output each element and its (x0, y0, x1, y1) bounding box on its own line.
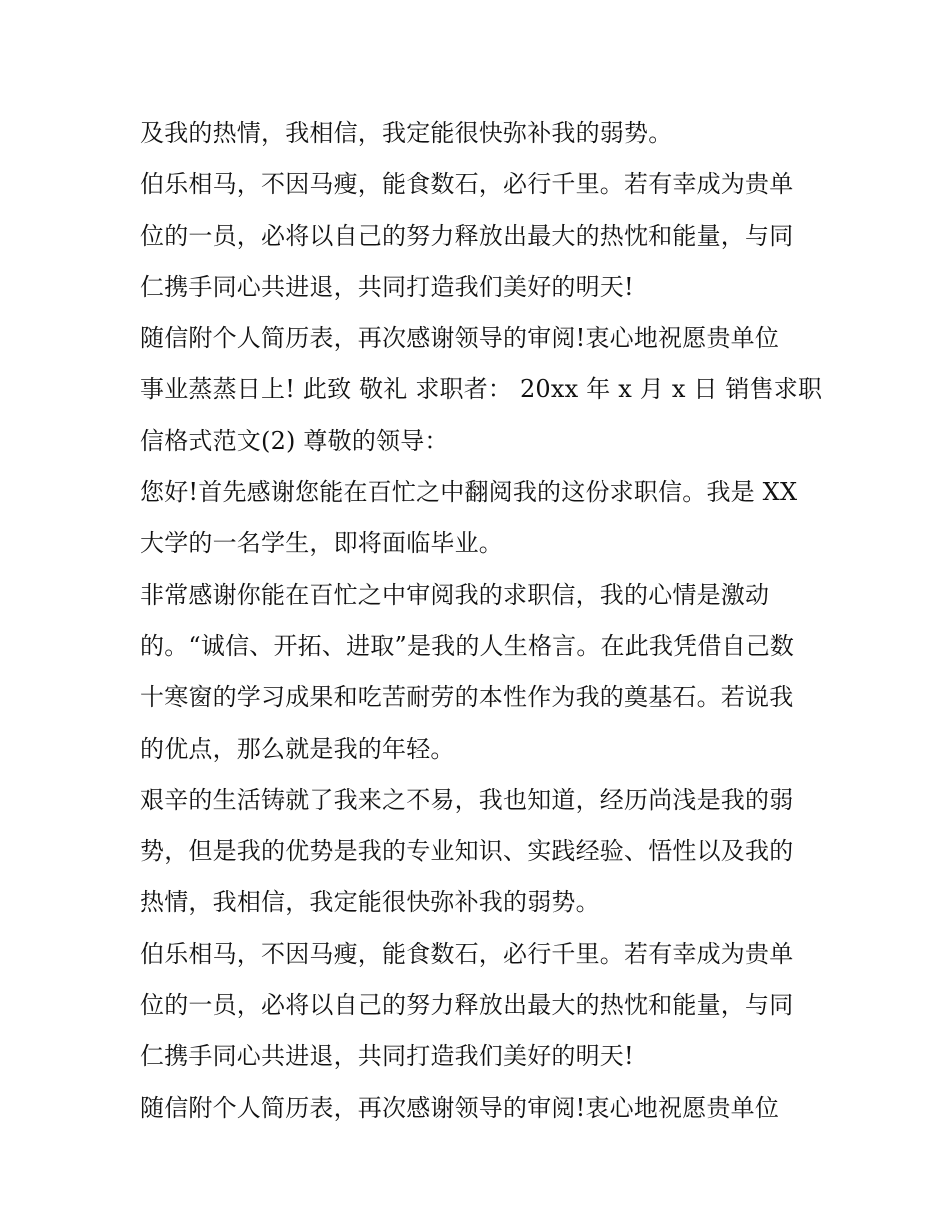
text-line: 艰辛的生活铸就了我来之不易，我也知道，经历尚浅是我的弱 (140, 785, 794, 814)
text-line: 位的一员，必将以自己的努力释放出最大的热忱和能量，与同 (140, 991, 794, 1020)
text-line: 大学的一名学生，即将面临毕业。 (140, 529, 503, 558)
document-body (140, 108, 823, 1134)
text-line: 仁携手同心共进退，共同打造我们美好的明天! (140, 1042, 634, 1071)
text-line: 事业蒸蒸日上! 此致 敬礼 求职者： 20xx 年 x 月 x 日 销售求职 (140, 375, 823, 404)
text-line: 伯乐相马，不因马瘦，能食数石，必行千里。若有幸成为贵单 (140, 170, 794, 199)
text-line: 随信附个人简历表，再次感谢领导的审阅!衷心地祝愿贵单位 (140, 1093, 780, 1122)
text-line: 热情，我相信，我定能很快弥补我的弱势。 (140, 888, 600, 917)
text-line: 随信附个人简历表，再次感谢领导的审阅!衷心地祝愿贵单位 (140, 324, 780, 353)
text-line: 及我的热情，我相信，我定能很快弥补我的弱势。 (140, 119, 673, 147)
text-line: 您好!首先感谢您能在百忙之中翻阅我的这份求职信。我是 XX (140, 478, 798, 507)
text-line: 十寒窗的学习成果和吃苦耐劳的本性作为我的奠基石。若说我 (140, 683, 794, 712)
text-line: 的。“诚信、开拓、进取”是我的人生格言。在此我凭借自己数 (140, 631, 795, 660)
text-line: 位的一员，必将以自己的努力释放出最大的热忱和能量，与同 (140, 221, 794, 250)
text-line: 信格式范文(2) 尊敬的领导： (140, 426, 449, 455)
text-line: 仁携手同心共进退，共同打造我们美好的明天! (140, 272, 634, 301)
text-line: 的优点，那么就是我的年轻。 (140, 734, 455, 763)
text-line: 非常感谢你能在百忙之中审阅我的求职信，我的心情是激动 (140, 580, 770, 609)
text-line: 伯乐相马，不因马瘦，能食数石，必行千里。若有幸成为贵单 (140, 939, 794, 968)
text-line: 势，但是我的优势是我的专业知识、实践经验、悟性以及我的 (140, 837, 794, 866)
